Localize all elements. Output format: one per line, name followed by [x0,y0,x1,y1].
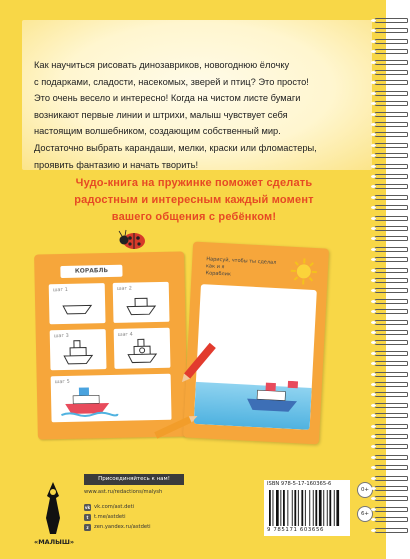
promo-text [44,175,344,226]
barcode-bar [292,490,293,526]
drawing-step-1: шаг 1 [49,283,106,324]
barcode-bar [280,490,281,526]
barcode-bar [309,490,310,526]
spiral-ring [374,195,408,200]
spiral-ring [374,476,408,481]
ladybug-icon [118,228,148,250]
barcode-bar [283,490,285,526]
barcode-bar [269,490,271,526]
promo-line: Чудо-книга на пружинке поможет сделать [75,177,313,189]
intro-line: возникают первые линии и штрихи, малыш чувствует себя [34,109,288,120]
barcode-bar [315,490,317,526]
barcode [269,490,345,526]
spiral-ring [374,507,408,512]
join-us-banner: Присоединяйтесь к нам! [84,474,184,485]
spiral-ring [374,39,408,44]
spiral-ring [374,112,408,117]
boat-sketch-icon [57,291,98,320]
spiral-ring [374,330,408,335]
intro-line: Как научиться рисовать динозавриков, новогоднюю ёлочку [34,60,290,70]
social-link: vk vk.com/ast.deti [84,504,135,510]
age-rating-badge: 0+ [357,482,373,498]
publisher-website: www.ast.ru/redactions/malysh [84,489,163,495]
colored-boat-icon [59,383,120,418]
spiral-ring [374,413,408,418]
spiral-ring [374,486,408,491]
spiral-ring [374,174,408,179]
isbn-number: ISBN 978-5-17-160365-6 [267,481,332,487]
spiral-ring [374,257,408,262]
spiral-ring [374,309,408,314]
drawing-step-2: шаг 2 [113,282,170,323]
vk-icon: vk [84,504,91,510]
spiral-ring [374,288,408,293]
spiral-ring [374,216,408,221]
barcode-digits: 9 785171 603656 [267,527,325,533]
zen-icon: z [84,524,91,531]
barcode-bar [336,490,339,526]
barcode-bar [327,490,328,526]
spiral-ring [374,434,408,439]
publisher-brand: «МАЛЫШ» [34,538,75,546]
sun-icon [289,257,318,286]
red-pencil-icon [176,338,220,388]
spiral-ring [374,28,408,33]
spiral-ring [374,465,408,470]
spiral-ring [374,153,408,158]
boat-sketch-icon [58,337,99,366]
barcode-bar [276,490,279,526]
isbn-block [264,480,350,536]
intro-line: Достаточно выбрать карандаши, мелки, краски или фломастеры, [34,142,317,153]
mascot-logo-icon [38,478,68,538]
drawing-step-4: шаг 4 [114,328,171,369]
barcode-bar [294,490,296,526]
spiral-ring [374,122,408,127]
spiral-ring [374,528,408,533]
spiral-ring [374,340,408,345]
social-link: t t.me/astdeti [84,512,204,522]
spiral-ring [374,132,408,137]
barcode-bar [273,490,274,526]
spiral-ring [374,372,408,377]
spiral-ring [374,80,408,85]
spiral-ring [374,236,408,241]
barcode-bar [323,490,324,526]
spiral-ring [374,49,408,54]
spiral-ring [374,226,408,231]
caption-line: Нарисуй, чтобы ты сделал как и я [205,256,277,271]
spiral-ring [374,424,408,429]
spiral-ring [374,101,408,106]
spiral-ring [374,299,408,304]
barcode-bar [301,490,303,526]
spiral-ring [374,18,408,23]
telegram-icon: t [84,514,91,521]
promo-line: радостным и интересным каждый момент [74,194,314,206]
social-links [84,502,204,532]
barcode-bar [305,490,306,526]
spiral-ring [374,403,408,408]
colored-boat-icon [242,378,304,415]
intro-line: с подарками, сладости, насекомых, зверей и птиц? Это просто! [34,76,309,87]
orange-pencil-icon [150,412,200,442]
barcode-bar [334,490,335,526]
spiral-ring [374,444,408,449]
social-link: z zen.yandex.ru/astdeti [84,522,204,532]
promo-line: вашего общения с ребёнком! [111,211,277,223]
spiral-ring [374,392,408,397]
spiral-ring [374,143,408,148]
spiral-ring [374,351,408,356]
sample-page-title: КОРАБЛЬ [60,265,122,278]
spiral-ring [374,268,408,273]
intro-text [34,57,354,173]
spiral-ring [374,382,408,387]
spiral-ring [374,517,408,522]
barcode-bar [319,490,322,526]
spiral-ring [374,205,408,210]
barcode-bar [313,490,314,526]
intro-line: Это очень весело и интересно! Когда на чистом листе бумаги [34,93,301,104]
intro-line: проявить фантазию и начать творить! [34,159,199,170]
spiral-ring [374,60,408,65]
drawing-step-3: шаг 3 [50,329,107,370]
boat-sketch-icon [121,290,162,319]
sample-page-caption [205,256,286,281]
caption-line: Кораблик [205,270,232,278]
barcode-bar [298,490,299,526]
barcode-bar [287,490,288,526]
barcode-bar [329,490,331,526]
spiral-ring [374,455,408,460]
spiral-ring [374,496,408,501]
boat-sketch-icon [122,336,163,365]
age-rating-badge: 6+ [357,506,373,522]
spiral-ring [374,247,408,252]
drawing-step-5: шаг 5 [51,374,172,423]
spiral-ring [374,184,408,189]
intro-line: настоящим волшебником, создающим собственный мир. [34,126,281,137]
spiral-ring [374,278,408,283]
spiral-ring [374,164,408,169]
spiral-ring [374,320,408,325]
spiral-ring [374,91,408,96]
spiral-ring [374,70,408,75]
spiral-binding [374,18,410,538]
spiral-ring [374,361,408,366]
